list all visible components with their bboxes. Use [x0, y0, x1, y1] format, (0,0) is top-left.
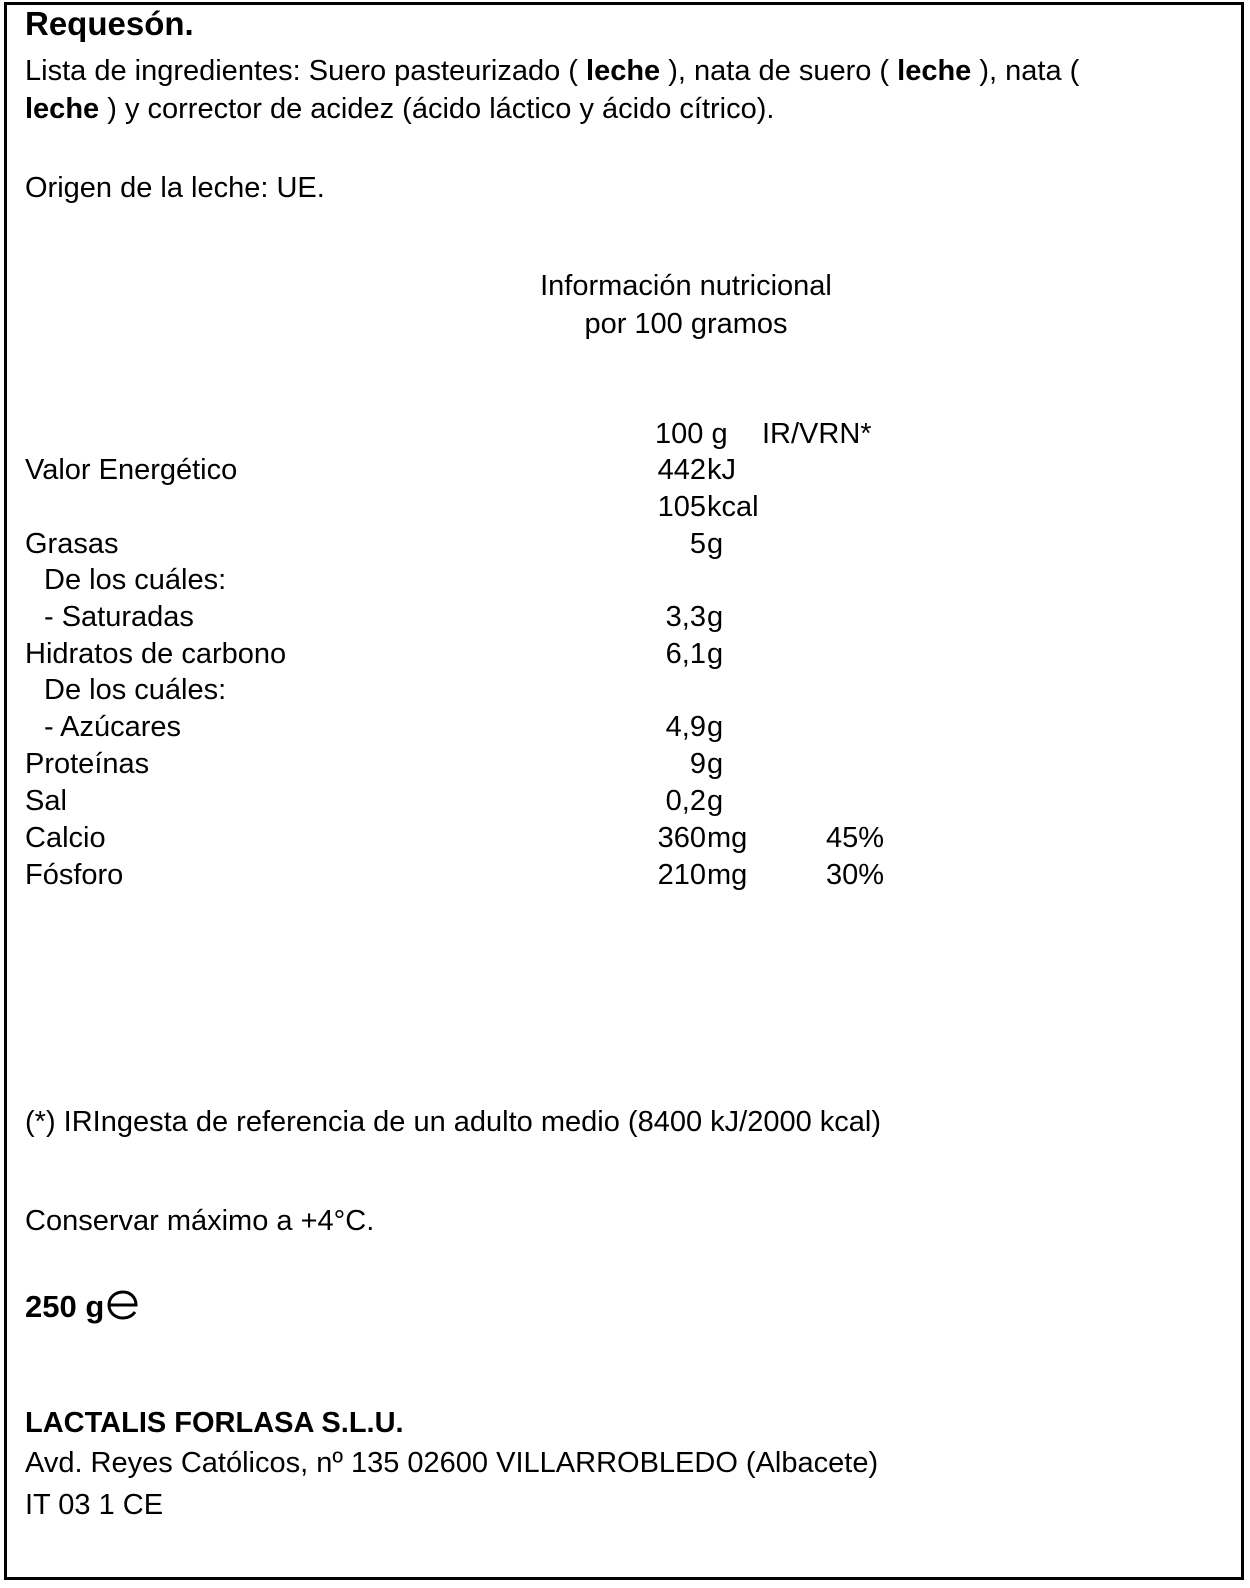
company-address: Avd. Reyes Católicos, nº 135 02600 VILLARROBLEDO (Albacete) — [25, 1447, 879, 1479]
nutrient-value: 6,1 — [665, 638, 706, 670]
nutrient-label: - Saturadas — [44, 601, 194, 633]
allergen-leche: leche — [586, 55, 661, 87]
nutrient-unit: kJ — [707, 454, 736, 486]
nutrient-label: Proteínas — [25, 748, 150, 780]
nutrition-heading: Información nutricional — [540, 270, 832, 302]
ingredients-text: ) y corrector de acidez (ácido láctico y ácido cítrico). — [99, 93, 775, 125]
nutrient-label: Calcio — [25, 822, 106, 854]
nutrient-unit: mg — [707, 822, 748, 854]
nutrient-ir-vrn: 30% — [825, 859, 884, 891]
nutrient-unit: g — [707, 528, 724, 560]
registry-number: IT 03 1 CE — [25, 1489, 164, 1521]
nutrient-unit: g — [707, 785, 724, 817]
storage-instructions: Conservar máximo a +4°C. — [25, 1205, 375, 1237]
nutrient-label: De los cuáles: — [44, 564, 227, 596]
company-name: LACTALIS FORLASA S.L.U. — [25, 1407, 404, 1439]
nutrient-label: Grasas — [25, 528, 119, 560]
nutrient-value: 0,2 — [665, 785, 706, 817]
nutrition-subheading: por 100 gramos — [584, 308, 788, 340]
nutrient-value: 9 — [689, 748, 706, 780]
nutrient-unit: g — [707, 638, 724, 670]
nutrient-label: Valor Energético — [25, 454, 238, 486]
nutrient-unit: mg — [707, 859, 748, 891]
ingredients-line-2 — [25, 91, 774, 128]
nutrient-value: 4,9 — [665, 711, 706, 743]
nutrient-value: 5 — [689, 528, 706, 560]
allergen-leche: leche — [25, 93, 100, 125]
nutrient-unit: g — [707, 601, 724, 633]
milk-origin: Origen de la leche: UE. — [25, 172, 325, 204]
ingredients-text: ), nata de suero ( — [660, 55, 898, 87]
nutrient-unit: kcal — [707, 491, 759, 523]
ingredients-text: Lista de ingredientes: Suero pasteurizado ( — [25, 55, 587, 87]
nutrient-unit: g — [707, 711, 724, 743]
net-weight — [25, 1288, 142, 1330]
nutrient-label: Sal — [25, 785, 67, 817]
nutrient-value: 360 — [657, 822, 706, 854]
nutrient-label: Hidratos de carbono — [25, 638, 287, 670]
ingredients-line-1 — [25, 53, 1079, 90]
nutrient-value: 3,3 — [665, 601, 706, 633]
nutrient-value: 442 — [657, 454, 706, 486]
col-header-ir-vrn: IR/VRN* — [762, 418, 872, 450]
nutrient-value: 105 — [657, 491, 706, 523]
estimated-sign-icon — [104, 1288, 142, 1330]
net-weight-value: 250 g — [25, 1289, 105, 1325]
nutrient-label: De los cuáles: — [44, 674, 227, 706]
nutrient-value: 210 — [657, 859, 706, 891]
nutrient-ir-vrn: 45% — [825, 822, 884, 854]
col-header-100g: 100 g — [655, 418, 728, 450]
nutrient-unit: g — [707, 748, 724, 780]
allergen-leche: leche — [897, 55, 972, 87]
nutrient-label: - Azúcares — [44, 711, 181, 743]
footnote: (*) IRIngesta de referencia de un adulto medio (8400 kJ/2000 kcal) — [25, 1106, 881, 1138]
nutrient-label: Fósforo — [25, 859, 124, 891]
ingredients-text: ), nata ( — [971, 55, 1080, 87]
product-title: Requesón. — [25, 5, 194, 42]
